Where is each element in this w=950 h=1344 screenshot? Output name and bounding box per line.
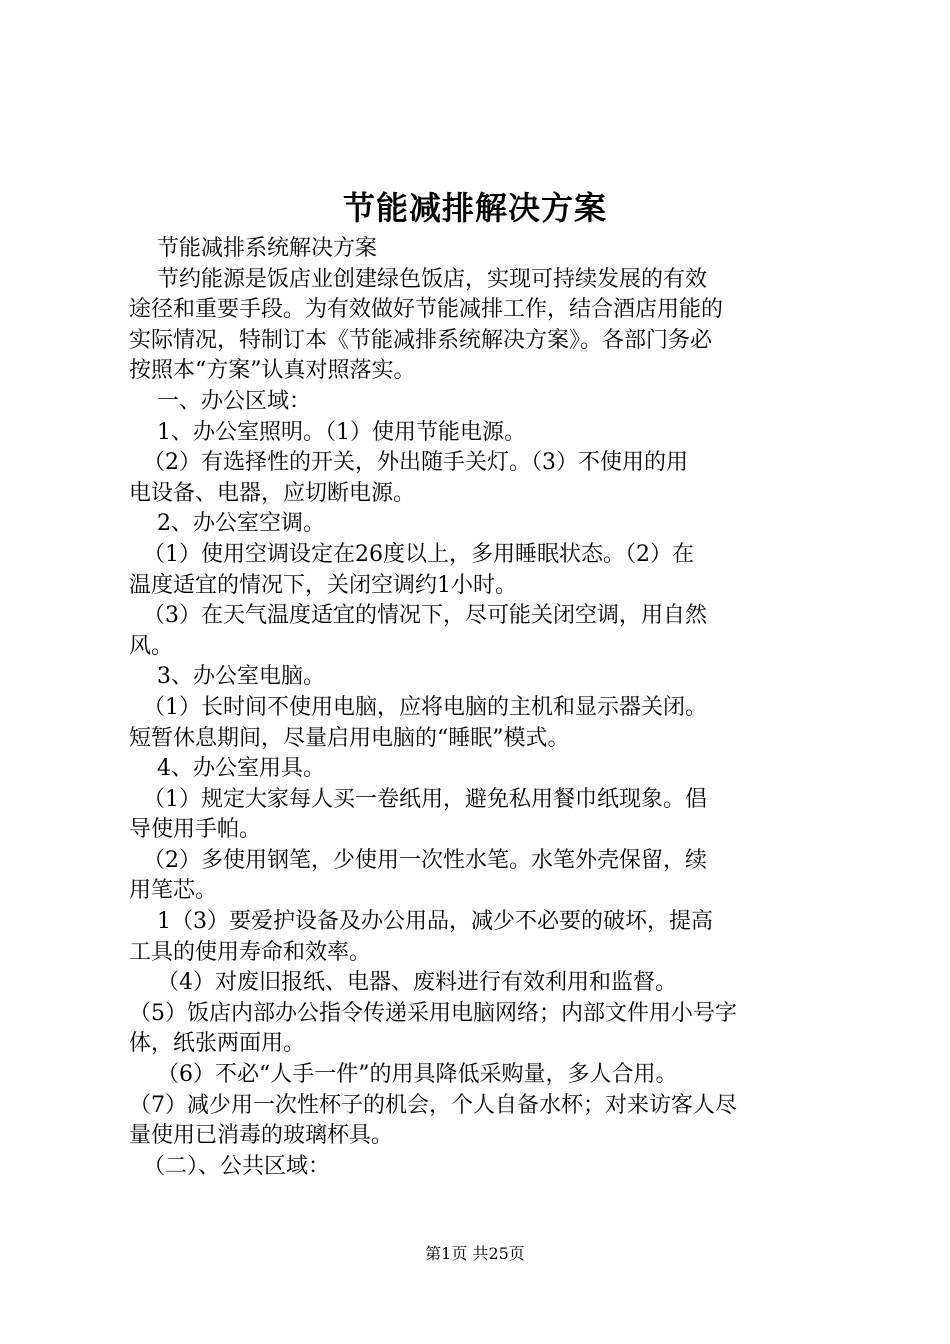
body-line: 体，纸张两面用。: [129, 1031, 306, 1057]
document-title: 节能减排解决方案: [342, 189, 607, 227]
body-line: 量使用已消毒的玻璃杯具。: [129, 1123, 394, 1149]
body-line: （6）不必“人手一件”的用具降低采购量，多人合用。: [129, 1062, 678, 1088]
body-line: 1、办公室照明。（1）使用节能电源。: [129, 419, 526, 445]
body-line: 用笔芯。: [129, 878, 218, 904]
body-line: （1）使用空调设定在26度以上，多用睡眠状态。（2）在: [129, 541, 694, 567]
body-line: 节约能源是饭店业创建绿色饭店，实现可持续发展的有效: [129, 266, 707, 292]
body-line: 途径和重要手段。为有效做好节能减排工作，结合酒店用能的: [129, 297, 724, 323]
body-line: 3、办公室电脑。: [129, 664, 325, 690]
page-footer: 第1页 共25页: [425, 1244, 525, 1263]
body-line: 按照本“方案”认真对照落实。: [129, 358, 416, 384]
body-line: （7）减少用一次性杯子的机会，个人自备水杯；对来访客人尽: [129, 1092, 737, 1118]
body-line: 4、办公室用具。: [129, 756, 325, 782]
body-line: 温度适宜的情况下，关闭空调约1小时。: [129, 572, 517, 598]
body-line: 电设备、电器，应切断电源。: [129, 480, 416, 506]
body-line: （5）饭店内部办公指令传递采用电脑网络；内部文件用小号字: [129, 1000, 737, 1026]
body-line: （2）有选择性的开关，外出随手关灯。（3）不使用的用: [129, 450, 688, 476]
body-line: 1（3）要爱护设备及办公用品，减少不必要的破坏，提高: [129, 909, 713, 935]
body-line: 短暂休息期间，尽量启用电脑的“睡眠”模式。: [129, 725, 570, 751]
body-line: （1）长时间不使用电脑，应将电脑的主机和显示器关闭。: [129, 694, 707, 720]
body-line: （3）在天气温度适宜的情况下，尽可能关闭空调，用自然: [129, 603, 707, 629]
body-line: 实际情况，特制订本《节能减排系统解决方案》。各部门务必: [129, 327, 713, 353]
document-body: [129, 234, 831, 1182]
body-line: 工具的使用寿命和效率。: [129, 939, 372, 965]
body-line: 一、办公区域：: [129, 388, 311, 414]
body-line: （4）对废旧报纸、电器、废料进行有效利用和监督。: [129, 970, 677, 996]
body-line: （2）多使用钢笔，少使用一次性水笔。水笔外壳保留，续: [129, 847, 707, 873]
body-line: 导使用手帕。: [129, 817, 262, 843]
body-line: （1）规定大家每人买一卷纸用，避免私用餐巾纸现象。倡: [129, 786, 707, 812]
body-line: 风。: [129, 633, 174, 659]
body-line: （二）、公共区域：: [129, 1153, 330, 1179]
body-line: 2、办公室空调。: [129, 511, 325, 537]
body-line: 节能减排系统解决方案: [129, 236, 377, 261]
